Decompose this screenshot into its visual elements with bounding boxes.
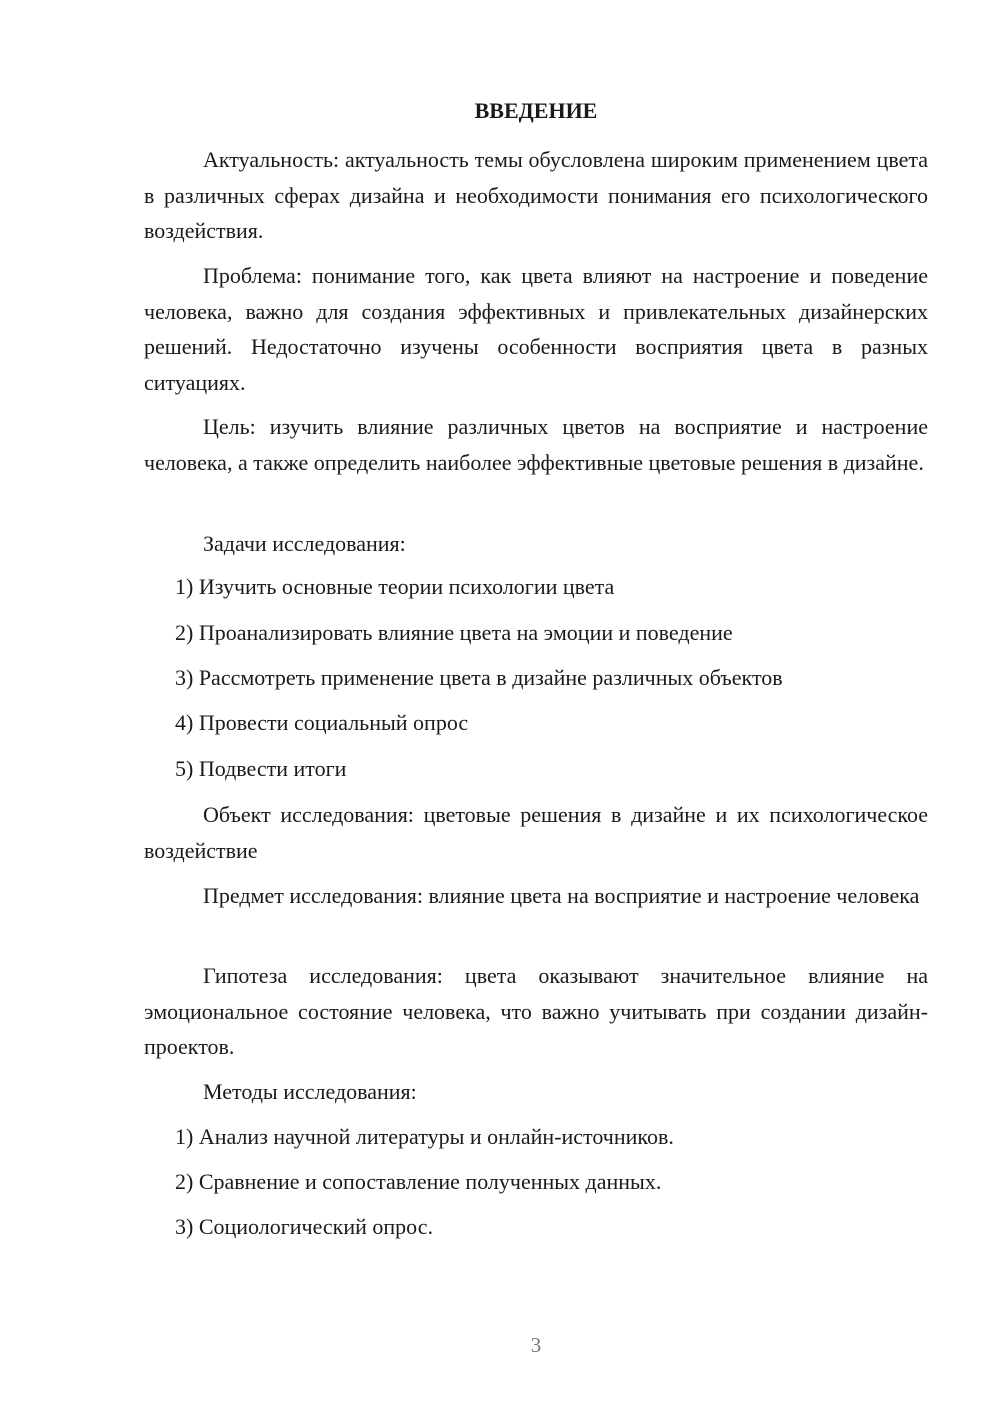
method-item: 3) Социологический опрос. bbox=[175, 1214, 433, 1239]
page-title: ВВЕДЕНИЕ bbox=[474, 98, 598, 123]
page-number: 3 bbox=[530, 1333, 542, 1357]
object-paragraph: Объект исследования: цветовые решения в дизайне и их психологическое воздействие bbox=[144, 802, 928, 863]
method-item: 1) Анализ научной литературы и онлайн-источников. bbox=[175, 1124, 674, 1149]
subject-paragraph: Предмет исследования: влияние цвета на восприятие и настроение человека bbox=[203, 883, 920, 908]
method-item: 2) Сравнение и сопоставление полученных данных. bbox=[175, 1169, 662, 1194]
tasks-title: Задачи исследования: bbox=[203, 531, 406, 556]
relevance-paragraph: Актуальность: актуальность темы обусловлена широким применением цвета в различных сферах дизайна и необходимости понимания его психологического воздействия. bbox=[144, 147, 928, 243]
task-item: 3) Рассмотреть применение цвета в дизайне различных объектов bbox=[175, 665, 783, 690]
goal-paragraph: Цель: изучить влияние различных цветов на восприятие и настроение человека, а также определить наиболее эффективные цветовые решения в дизайне. bbox=[144, 414, 928, 475]
problem-paragraph: Проблема: понимание того, как цвета влияют на настроение и поведение человека, важно для создания эффективных и привлекательных дизайнерских решений. Недостаточно изучены особенности восприятия цвета в разных ситуациях. bbox=[144, 263, 928, 395]
task-item: 5) Подвести итоги bbox=[175, 756, 347, 781]
hypothesis-paragraph: Гипотеза исследования: цвета оказывают значительное влияние на эмоциональное состояние человека, что важно учитывать при создании дизайн-проектов. bbox=[144, 963, 928, 1059]
task-item: 1) Изучить основные теории психологии цвета bbox=[175, 574, 615, 599]
task-item: 2) Проанализировать влияние цвета на эмоции и поведение bbox=[175, 620, 733, 645]
methods-title: Методы исследования: bbox=[203, 1079, 417, 1104]
task-item: 4) Провести социальный опрос bbox=[175, 710, 469, 735]
